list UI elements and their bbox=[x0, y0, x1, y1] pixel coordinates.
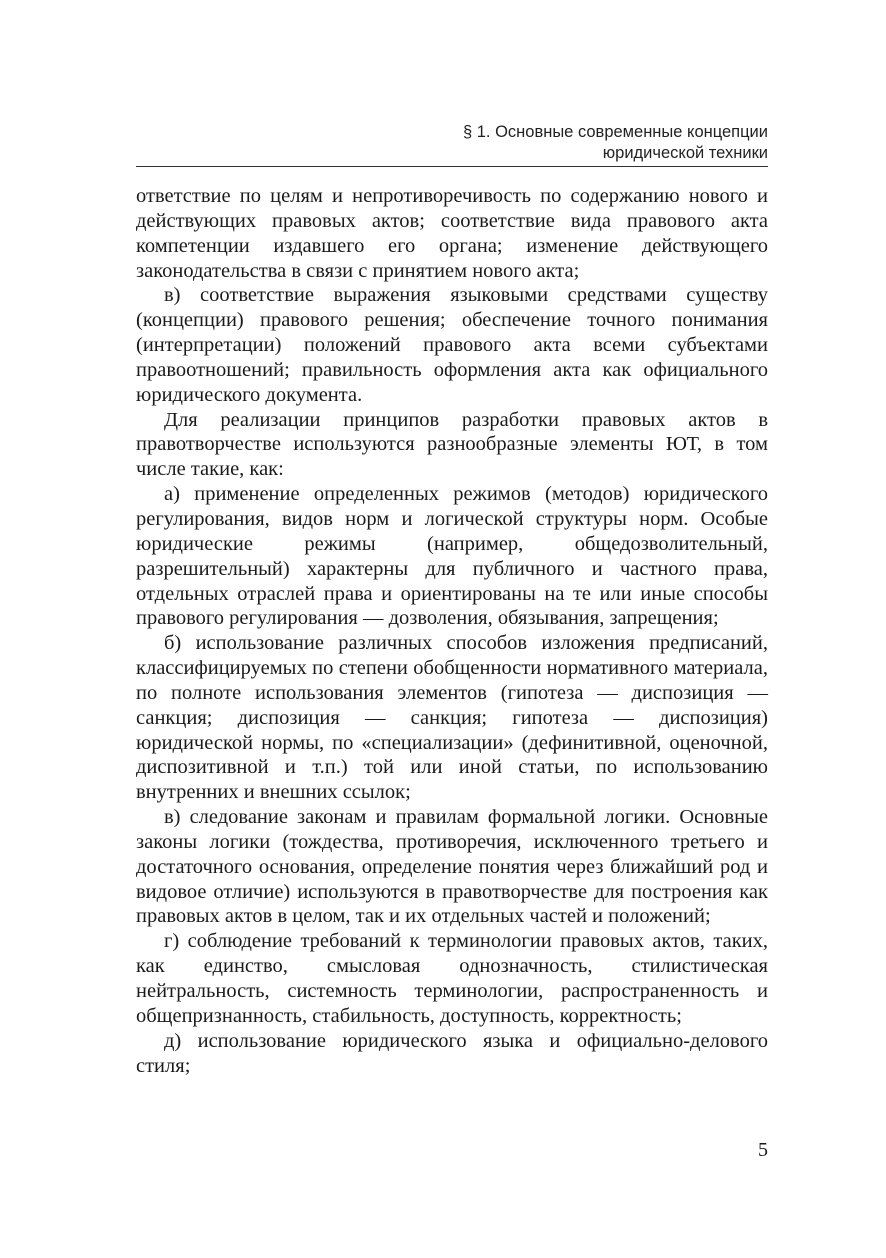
running-header-line-1: § 1. Основные современные концепции bbox=[462, 123, 768, 141]
paragraph-item-d-language: д) использование юридического языка и официально-делового стиля; bbox=[136, 1029, 768, 1077]
paragraph-item-a-regimes: а) применение определенных режимов (методов) юридического регулирования, видов норм и логической структуры норм. Особые юридические режимы (например, общедозволительный, разрешительный) характерны для публичного и частного права, отдельных отраслей права и ориентированы на те или иные способы правового регулирования — дозволения, обязывания, запрещения; bbox=[136, 483, 768, 630]
paragraph-item-v-logic: в) следование законам и правилам формальной логики. Основные законы логики (тождества, противоречия, исключенного третьего и достаточного основания, определение понятия через ближайший род и видовое отличие) используются в правотворчестве для построения как правовых актов в целом, так и их отдельных частей и положений; bbox=[136, 806, 768, 928]
body-text bbox=[136, 184, 768, 1078]
paragraph-continuation: ответствие по целям и непротиворечивость по содержанию нового и действующих правовых актов; соответствие вида правового акта компетенции издавшего его органа; изменение действующего законодательства в связи с принятием нового акта; bbox=[136, 185, 768, 282]
page-number: 5 bbox=[758, 1139, 768, 1161]
paragraph-item-b-methods: б) использование различных способов изложения предписаний, классифицируемых по степени обобщенности нормативного материала, по полноте использования элементов (гипотеза — диспозиция — санкция; диспозиция — санкция; гипотеза — диспозиция) юридической нормы, по «специализации» (дефинитивной, оценочной, диспозитивной и т.п.) той или иной статьи, по использованию внутренних и внешних ссылок; bbox=[136, 632, 768, 804]
paragraph-principles-intro: Для реализации принципов разработки правовых актов в правотворчестве используются разнообразные элементы ЮТ, в том числе такие, как: bbox=[136, 408, 768, 481]
running-header bbox=[136, 122, 768, 164]
paragraph-item-v-language: в) соответствие выражения языковыми средствами существу (концепции) правового решения; обеспечение точного понимания (интерпретации) положений правового акта всеми субъектами правоотношений; правильность оформления акта как официального юридического документа. bbox=[136, 284, 768, 406]
running-header-line-2: юридической техники bbox=[602, 144, 768, 162]
paragraph-item-g-terminology: г) соблюдение требований к терминологии правовых актов, таких, как единство, смысловая однозначность, стилистическая нейтральность, системность терминологии, распространенность и общепризнанность, стабильность, доступность, корректность; bbox=[136, 930, 768, 1027]
header-rule bbox=[136, 166, 768, 167]
